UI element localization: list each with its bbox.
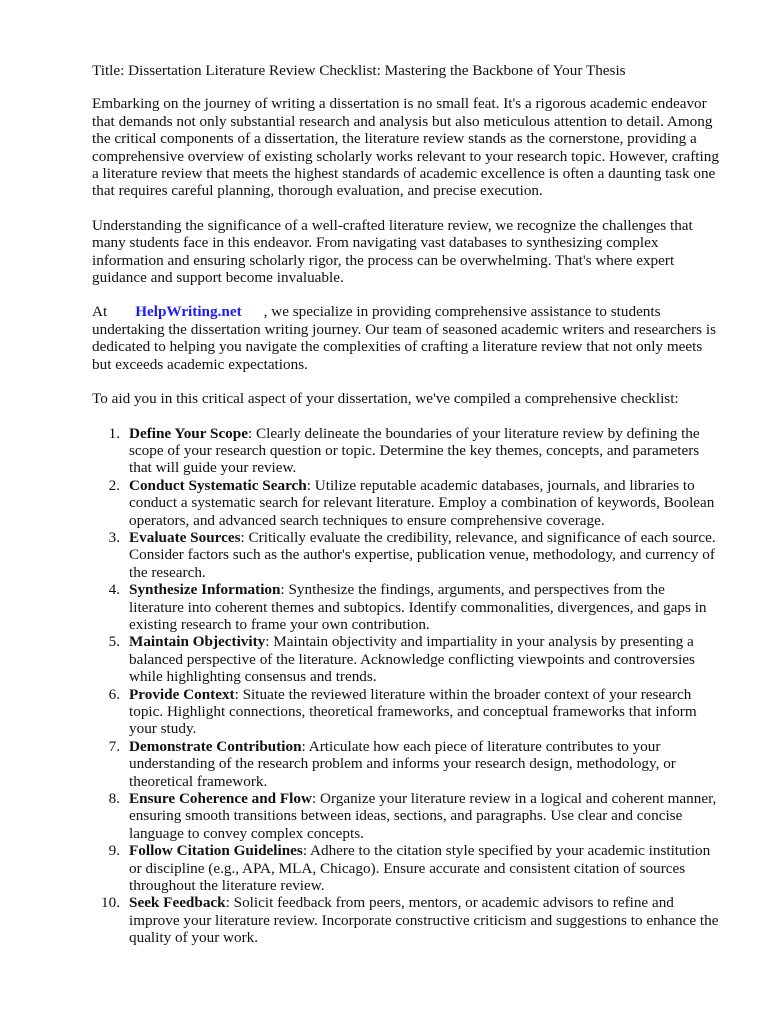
checklist-text: : Clearly delineate the boundaries of your literature review by defining the scope of your research question or topic. Determine the key themes, concepts, and parameters that will guide your review.	[129, 424, 700, 477]
significance-paragraph: Understanding the significance of a well-crafted literature review, we recognize the challenges that many students face in this endeavor. From navigating vast databases to synthesizing complex information and ensuring scholarly rigor, the process can be overwhelming. That's where expert guidance and support become invaluable.	[92, 216, 693, 287]
service-prefix: At	[92, 303, 108, 321]
checklist-item	[92, 633, 720, 685]
checklist-term: Define Your Scope	[129, 424, 248, 442]
checklist-number: 5.	[108, 633, 120, 651]
checklist-term: Evaluate Sources	[129, 528, 241, 546]
checklist-number: 6.	[108, 685, 120, 703]
document-title: Title: Dissertation Literature Review Checklist: Mastering the Backbone of Your Thesis	[92, 62, 626, 79]
checklist-term: Follow Citation Guidelines	[129, 842, 303, 860]
service-suffix: , we specialize in providing comprehensive assistance to students undertaking the dissertation writing journey. Our team of seasoned academic writers and researchers is dedicated to helping you navigate the complexities of crafting a literature review that not only meets but exceeds academic expectations.	[92, 303, 717, 373]
checklist-number: 7.	[108, 737, 120, 755]
checklist-term: Ensure Coherence and Flow	[129, 790, 312, 808]
checklist-text: : Situate the reviewed literature within the broader context of your research topic. Highlight connections, theoretical frameworks, and conceptual frameworks that inform your study.	[129, 685, 697, 738]
service-paragraph	[92, 303, 720, 373]
document-page	[92, 62, 720, 947]
checklist-text: : Maintain objectivity and impartiality in your analysis by presenting a balanced perspective of the literature. Acknowledge conflicting viewpoints and controversies while highlighting consensus and trends.	[129, 633, 695, 686]
checklist-text: : Critically evaluate the credibility, relevance, and significance of each source. Consider factors such as the author's expertise, publication venue, methodology, and currency of the research.	[129, 528, 716, 581]
intro-paragraph: Embarking on the journey of writing a dissertation is no small feat. It's a rigorous academic endeavor that demands not only substantial research and analysis but also meticulous attention to detail. Among the critical components of a dissertation, the literature review stands as the cornerstone, providing a comprehensive overview of existing scholarly works relevant to your research topic. However, crafting a literature review that meets the highest standards of academic excellence is often a daunting task one that requires careful planning, thorough evaluation, and precise execution.	[92, 95, 719, 200]
checklist-number: 8.	[108, 790, 120, 808]
checklist-number: 3.	[108, 528, 120, 546]
checklist-text: : Utilize reputable academic databases, journals, and libraries to conduct a systematic search for relevant literature. Employ a combination of keywords, Boolean operators, and advanced search techniques to ensure comprehensive coverage.	[129, 476, 715, 529]
checklist-item	[92, 686, 720, 738]
checklist-number: 10.	[101, 894, 120, 912]
checklist	[92, 425, 720, 947]
checklist-item	[92, 581, 720, 633]
checklist-intro: To aid you in this critical aspect of your dissertation, we've compiled a comprehensive checklist:	[92, 390, 679, 408]
checklist-text: : Adhere to the citation style specified by your academic institution or discipline (e.g., APA, MLA, Chicago). Ensure accurate and consistent citation of sources throughout the literature review.	[129, 842, 711, 895]
checklist-number: 9.	[108, 842, 120, 860]
checklist-item	[92, 894, 720, 946]
checklist-item	[92, 425, 720, 477]
checklist-text: : Articulate how each piece of literature contributes to your understanding of the research problem and informs your research design, methodology, or theoretical framework.	[129, 737, 676, 790]
checklist-item	[92, 738, 720, 790]
checklist-number: 2.	[108, 476, 120, 494]
checklist-term: Seek Feedback	[129, 894, 226, 912]
checklist-term: Maintain Objectivity	[129, 633, 266, 651]
checklist-item	[92, 529, 720, 581]
checklist-term: Provide Context	[129, 685, 235, 703]
checklist-number: 1.	[108, 424, 120, 442]
checklist-text: : Organize your literature review in a logical and coherent manner, ensuring smooth transitions between ideas, sections, and paragraphs. Use clear and concise language to convey complex concepts.	[129, 790, 717, 842]
checklist-item	[92, 790, 720, 842]
checklist-text: : Solicit feedback from peers, mentors, or academic advisors to refine and improve your literature review. Incorporate constructive criticism and suggestions to enhance the quality of your work.	[129, 894, 719, 947]
checklist-text: : Synthesize the findings, arguments, and perspectives from the literature into coherent themes and subtopics. Identify commonalities, divergences, and gaps in existing research to frame your own contribution.	[129, 581, 707, 633]
checklist-term: Synthesize Information	[129, 581, 281, 599]
checklist-term: Demonstrate Contribution	[129, 737, 302, 755]
checklist-number: 4.	[108, 581, 120, 599]
checklist-item	[92, 842, 720, 894]
checklist-term: Conduct Systematic Search	[129, 476, 307, 494]
checklist-item	[92, 477, 720, 529]
helpwriting-link[interactable]: HelpWriting.net	[135, 303, 242, 321]
